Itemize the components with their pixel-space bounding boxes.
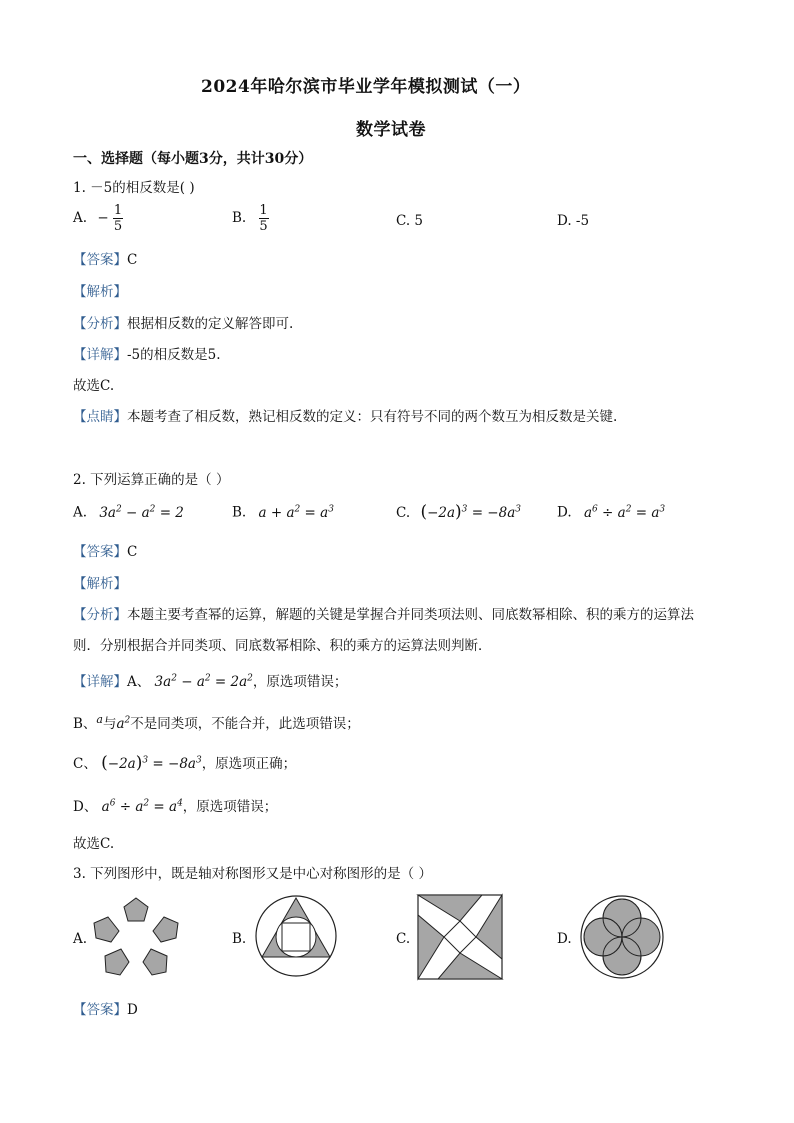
q3-option-a-label: A.: [73, 931, 88, 947]
q2-option-c: C. $(-2a)^3 = -8a^3$: [396, 502, 521, 522]
q2-option-b: B. $a + a^2 = a^3$: [232, 504, 334, 521]
q1-jiexi: 【解析】: [73, 284, 127, 300]
q2-fenxi-line2: 则．分别根据合并同类项、同底数幂相除、积的乘方的运算法则判断．: [73, 638, 492, 654]
q3-figure-b: [253, 893, 339, 979]
q3-answer: 【答案】D: [73, 1002, 138, 1018]
q1-answer: 【答案】C: [73, 252, 138, 268]
q3-option-b-label: B.: [232, 931, 247, 947]
page-title: 2024年哈尔滨市毕业学年模拟测试（一）: [201, 77, 531, 97]
q1-option-b: B. $\frac{1}{5}$: [232, 203, 268, 234]
q2-jiexi: 【解析】: [73, 576, 127, 592]
q2-guxuan: 故选C.: [73, 836, 115, 852]
q2-detail-b: B、$^a$与$a^2$不是同类项，不能合并，此选项错误；: [73, 713, 360, 732]
page-subtitle: 数学试卷: [356, 120, 426, 140]
q2-option-d: D. $a^6 \div a^2 = a^3$: [557, 504, 666, 521]
q2-detail-c: C、 $(-2a)^3 = -8a^3$，原选项正确；: [73, 753, 297, 773]
q3-option-c-label: C.: [396, 931, 411, 947]
q3-option-d-label: D.: [557, 931, 572, 947]
q1-stem: 1. －5的相反数是( ): [73, 180, 195, 196]
q2-stem: 2. 下列运算正确的是（ ）: [73, 472, 230, 488]
q2-detail-a: 【详解】A、 $3a^2 - a^2 = 2a^2$，原选项错误；: [73, 673, 348, 690]
q1-option-a: A. − $\frac{1}{5}$: [73, 203, 123, 234]
q1-fenxi: 【分析】根据相反数的定义解答即可.: [73, 316, 294, 332]
q2-option-a: A. $3a^2 - a^2 = 2$: [73, 504, 184, 521]
q2-answer: 【答案】C: [73, 544, 138, 560]
q1-guxuan: 故选C.: [73, 378, 115, 394]
q3-figure-a: [90, 895, 182, 981]
q3-stem: 3. 下列图形中，既是轴对称图形又是中心对称图形的是（ ）: [73, 866, 432, 882]
q2-detail-d: D、 $a^6 \div a^2 = a^4$，原选项错误；: [73, 798, 278, 815]
q1-option-c: C. 5: [396, 213, 424, 229]
q1-option-d: D. -5: [557, 213, 590, 229]
q1-dianjing: 【点睛】本题考查了相反数，熟记相反数的定义：只有符号不同的两个数互为相反数是关键.: [73, 409, 618, 425]
section-heading: 一、选择题（每小题3分，共计30分）: [73, 151, 313, 167]
q3-figure-d: [578, 893, 666, 981]
q2-fenxi-line1: 【分析】本题主要考查幂的运算，解题的关键是掌握合并同类项法则、同底数幂相除、积的乘方的运算法: [73, 607, 694, 623]
q1-xiangjie: 【详解】-5的相反数是5.: [73, 347, 221, 363]
q3-figure-c: [416, 893, 504, 981]
